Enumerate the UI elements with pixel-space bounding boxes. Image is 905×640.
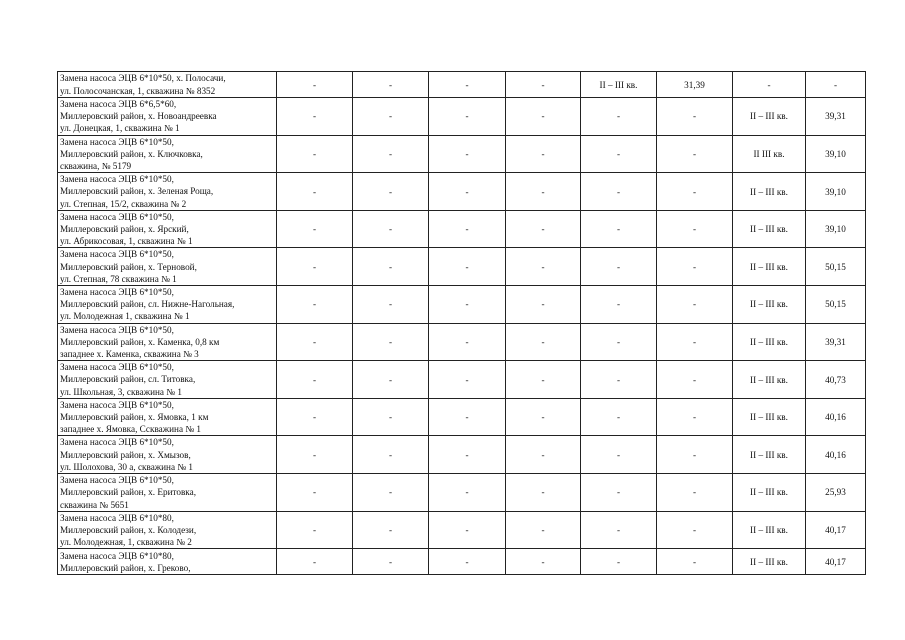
value-cell-5: - (581, 398, 657, 436)
value-cell-5: - (581, 361, 657, 399)
value-cell-3: - (429, 135, 506, 173)
value-cell-7: II – III кв. (733, 398, 806, 436)
value-cell-6: - (657, 98, 733, 136)
value-cell-4: - (506, 135, 581, 173)
value-cell-1: - (277, 135, 353, 173)
table-row (58, 549, 866, 575)
value-cell-2: - (353, 173, 429, 211)
work-description-cell: Замена насоса ЭЦВ 6*10*50, Миллеровский район, х. Ямовка, 1 км западнее х. Ямовка, Сскважина № 1 (58, 398, 277, 436)
value-cell-8: 39,31 (806, 98, 866, 136)
table-row (58, 135, 866, 173)
value-cell-6: - (657, 323, 733, 361)
value-cell-5: II – III кв. (581, 72, 657, 98)
value-cell-7: II – III кв. (733, 549, 806, 575)
value-cell-2: - (353, 474, 429, 512)
value-cell-7: II – III кв. (733, 173, 806, 211)
value-cell-6: - (657, 474, 733, 512)
value-cell-1: - (277, 210, 353, 248)
value-cell-3: - (429, 72, 506, 98)
value-cell-7: II – III кв. (733, 248, 806, 286)
value-cell-3: - (429, 474, 506, 512)
value-cell-7: II – III кв. (733, 361, 806, 399)
value-cell-2: - (353, 323, 429, 361)
work-description-cell: Замена насоса ЭЦВ 6*10*50, Миллеровский район, х. Терновой, ул. Степная, 78 скважина № 1 (58, 248, 277, 286)
value-cell-4: - (506, 173, 581, 211)
value-cell-5: - (581, 474, 657, 512)
value-cell-3: - (429, 210, 506, 248)
value-cell-4: - (506, 398, 581, 436)
value-cell-8: 50,15 (806, 248, 866, 286)
value-cell-6: - (657, 398, 733, 436)
value-cell-6: - (657, 511, 733, 549)
value-cell-6: - (657, 248, 733, 286)
value-cell-6: - (657, 286, 733, 324)
table-body (58, 72, 866, 575)
value-cell-4: - (506, 98, 581, 136)
works-table (57, 71, 866, 575)
value-cell-5: - (581, 511, 657, 549)
value-cell-6: - (657, 210, 733, 248)
value-cell-4: - (506, 210, 581, 248)
work-description-cell: Замена насоса ЭЦВ 6*10*50, Миллеровский район, х. Зеленая Роща, ул. Степная, 15/2, скважина № 2 (58, 173, 277, 211)
work-description-cell: Замена насоса ЭЦВ 6*10*50, Миллеровский район, х. Ключковка, скважина, № 5179 (58, 135, 277, 173)
value-cell-8: 39,10 (806, 173, 866, 211)
value-cell-1: - (277, 511, 353, 549)
value-cell-1: - (277, 323, 353, 361)
value-cell-4: - (506, 248, 581, 286)
value-cell-2: - (353, 361, 429, 399)
value-cell-3: - (429, 323, 506, 361)
value-cell-2: - (353, 248, 429, 286)
value-cell-2: - (353, 549, 429, 575)
work-description-cell: Замена насоса ЭЦВ 6*10*50, х. Полосачи, ул. Полосочанская, 1, скважина № 8352 (58, 72, 277, 98)
value-cell-5: - (581, 98, 657, 136)
value-cell-7: II – III кв. (733, 210, 806, 248)
value-cell-6: - (657, 173, 733, 211)
value-cell-6: 31,39 (657, 72, 733, 98)
value-cell-8: 39,10 (806, 135, 866, 173)
value-cell-4: - (506, 474, 581, 512)
table-row (58, 398, 866, 436)
table-row (58, 286, 866, 324)
value-cell-1: - (277, 98, 353, 136)
value-cell-1: - (277, 286, 353, 324)
value-cell-7: II – III кв. (733, 436, 806, 474)
value-cell-8: 40,16 (806, 436, 866, 474)
table-row (58, 323, 866, 361)
value-cell-1: - (277, 72, 353, 98)
value-cell-2: - (353, 98, 429, 136)
value-cell-8: 39,31 (806, 323, 866, 361)
table-row (58, 511, 866, 549)
table-row (58, 98, 866, 136)
value-cell-5: - (581, 135, 657, 173)
value-cell-7: II – III кв. (733, 511, 806, 549)
value-cell-5: - (581, 436, 657, 474)
work-description-cell: Замена насоса ЭЦВ 6*10*80, Миллеровский район, х. Греково, (58, 549, 277, 575)
value-cell-7: - (733, 72, 806, 98)
value-cell-7: II – III кв. (733, 98, 806, 136)
value-cell-2: - (353, 135, 429, 173)
value-cell-8: 39,10 (806, 210, 866, 248)
value-cell-3: - (429, 436, 506, 474)
work-description-cell: Замена насоса ЭЦВ 6*10*50, Миллеровский район, х. Еритовка, скважина № 5651 (58, 474, 277, 512)
value-cell-5: - (581, 173, 657, 211)
value-cell-8: 25,93 (806, 474, 866, 512)
table-row (58, 474, 866, 512)
table-row (58, 210, 866, 248)
value-cell-4: - (506, 72, 581, 98)
work-description-cell: Замена насоса ЭЦВ 6*10*50, Миллеровский район, сл. Нижне-Нагольная, ул. Молодежная 1, скважина № 1 (58, 286, 277, 324)
value-cell-4: - (506, 323, 581, 361)
value-cell-8: 40,16 (806, 398, 866, 436)
value-cell-7: II – III кв. (733, 286, 806, 324)
value-cell-2: - (353, 398, 429, 436)
value-cell-6: - (657, 361, 733, 399)
table-row (58, 173, 866, 211)
value-cell-8: 40,17 (806, 511, 866, 549)
value-cell-3: - (429, 173, 506, 211)
value-cell-7: II – III кв. (733, 323, 806, 361)
value-cell-6: - (657, 436, 733, 474)
work-description-cell: Замена насоса ЭЦВ 6*10*80, Миллеровский район, х. Колодези, ул. Молодежная, 1, скважина № 2 (58, 511, 277, 549)
value-cell-6: - (657, 135, 733, 173)
value-cell-1: - (277, 549, 353, 575)
value-cell-8: - (806, 72, 866, 98)
value-cell-4: - (506, 511, 581, 549)
value-cell-5: - (581, 248, 657, 286)
table-row (58, 248, 866, 286)
value-cell-8: 40,17 (806, 549, 866, 575)
value-cell-2: - (353, 511, 429, 549)
value-cell-8: 40,73 (806, 361, 866, 399)
work-description-cell: Замена насоса ЭЦВ 6*10*50, Миллеровский район, х. Ярский, ул. Абрикосовая, 1, скважина № 1 (58, 210, 277, 248)
value-cell-6: - (657, 549, 733, 575)
value-cell-4: - (506, 286, 581, 324)
value-cell-4: - (506, 549, 581, 575)
value-cell-1: - (277, 248, 353, 286)
value-cell-2: - (353, 436, 429, 474)
value-cell-1: - (277, 398, 353, 436)
value-cell-3: - (429, 398, 506, 436)
table-row (58, 72, 866, 98)
value-cell-3: - (429, 511, 506, 549)
value-cell-7: II III кв. (733, 135, 806, 173)
value-cell-1: - (277, 173, 353, 211)
value-cell-5: - (581, 210, 657, 248)
value-cell-4: - (506, 436, 581, 474)
table-row (58, 436, 866, 474)
value-cell-3: - (429, 98, 506, 136)
value-cell-4: - (506, 361, 581, 399)
value-cell-5: - (581, 323, 657, 361)
value-cell-5: - (581, 286, 657, 324)
value-cell-3: - (429, 549, 506, 575)
value-cell-1: - (277, 436, 353, 474)
value-cell-8: 50,15 (806, 286, 866, 324)
work-description-cell: Замена насоса ЭЦВ 6*6,5*60, Миллеровский район, х. Новоандреевка ул. Донецкая, 1, скважина № 1 (58, 98, 277, 136)
value-cell-2: - (353, 72, 429, 98)
table-row (58, 361, 866, 399)
work-description-cell: Замена насоса ЭЦВ 6*10*50, Миллеровский район, х. Каменка, 0,8 км западнее х. Каменка, скважина № 3 (58, 323, 277, 361)
value-cell-1: - (277, 361, 353, 399)
value-cell-3: - (429, 286, 506, 324)
value-cell-2: - (353, 210, 429, 248)
value-cell-7: II – III кв. (733, 474, 806, 512)
value-cell-3: - (429, 361, 506, 399)
value-cell-2: - (353, 286, 429, 324)
work-description-cell: Замена насоса ЭЦВ 6*10*50, Миллеровский район, сл. Титовка, ул. Школьная, 3, скважина № 1 (58, 361, 277, 399)
value-cell-1: - (277, 474, 353, 512)
value-cell-5: - (581, 549, 657, 575)
value-cell-3: - (429, 248, 506, 286)
work-description-cell: Замена насоса ЭЦВ 6*10*50, Миллеровский район, х. Хмызов, ул. Шолохова, 30 а, скважина № 1 (58, 436, 277, 474)
